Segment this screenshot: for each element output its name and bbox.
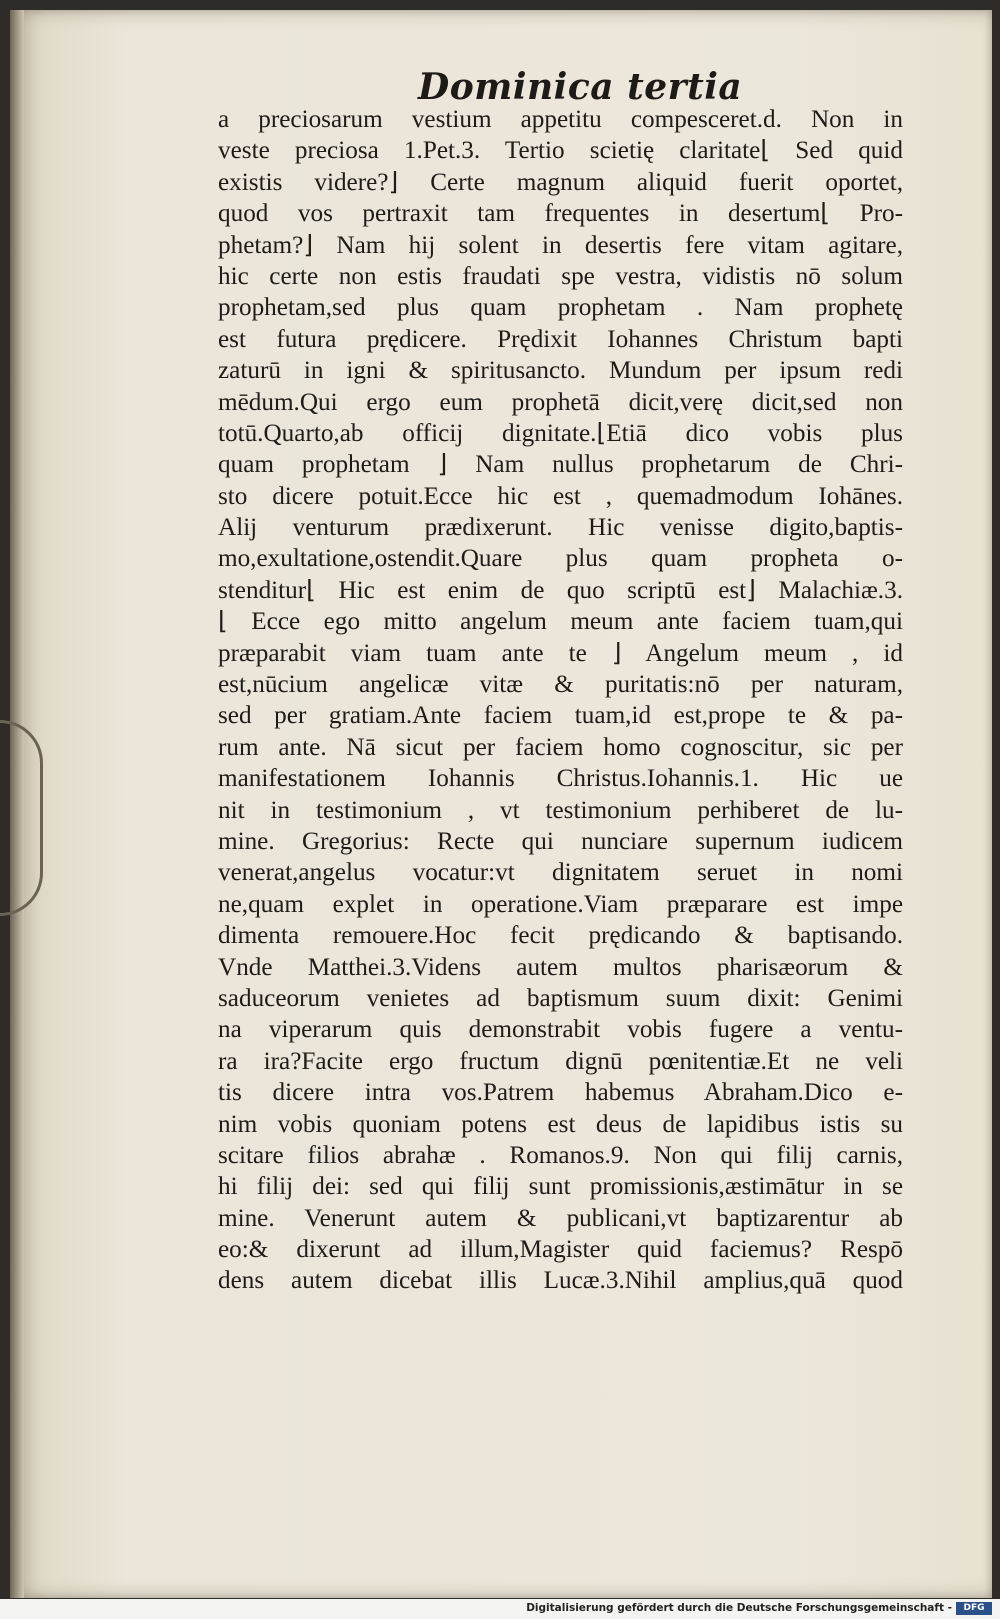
text-line: mēdum.Qui ergo eum prophetā dicit,verę dicit,sed non	[218, 388, 903, 416]
text-line: nim vobis quoniam potens est deus de lapidibus istis su	[218, 1110, 903, 1138]
text-line: phetam?⌋ Nam hij solent in desertis fere vitam agitare,	[218, 231, 903, 259]
text-line: saduceorum venietes ad baptismum suum dixit: Genimi	[218, 984, 903, 1012]
text-line: Alij venturum prædixerunt. Hic venisse digito,baptis-	[218, 514, 903, 542]
text-line: stenditur⌊ Hic est enim de quo scriptū est⌋ Malachiæ.3.	[218, 576, 903, 604]
text-line: hi filij dei: sed qui filij sunt promissionis,æstimātur in se	[218, 1173, 903, 1201]
text-line: venerat,angelus vocatur:vt dignitatem seruet in nomi	[218, 859, 903, 887]
text-line: scitare filios abrahæ . Romanos.9. Non qui filij carnis,	[218, 1141, 903, 1169]
text-line: est,nūcium angelicæ vitæ & puritatis:nō per naturam,	[218, 671, 903, 699]
text-line: totū.Quarto,ab officij dignitate.⌊Etiā dico vobis plus	[218, 419, 903, 447]
text-block	[218, 104, 903, 1297]
text-line: dens autem dicebat illis Lucæ.3.Nihil amplius,quā quod	[218, 1267, 903, 1295]
text-line: ne,quam explet in operatione.Viam præparare est impe	[218, 890, 903, 918]
text-line: dimenta remouere.Hoc fecit prędicando & baptisando.	[218, 922, 903, 950]
text-line: nit in testimonium , vt testimonium perhiberet de lu-	[218, 796, 903, 824]
text-line: præparabit viam tuam ante te ⌋ Angelum meum , id	[218, 639, 903, 667]
text-line: tis dicere intra vos.Patrem habemus Abraham.Dico e-	[218, 1079, 903, 1107]
text-line: Vnde Matthei.3.Videns autem multos pharisæorum &	[218, 953, 903, 981]
text-line: manifestationem Iohannis Christus.Iohannis.1. Hic ue	[218, 765, 903, 793]
text-line: est futura prędicere. Prędixit Iohannes Christum bapti	[218, 325, 903, 353]
text-line: mine. Venerunt autem & publicani,vt baptizarentur ab	[218, 1204, 903, 1232]
footer-credit: Digitalisierung gefördert durch die Deutsche Forschungsgemeinschaft -	[526, 1602, 952, 1614]
text-line: quod vos pertraxit tam frequentes in desertum⌊ Pro-	[218, 200, 903, 228]
running-head: Dominica tertia	[418, 66, 743, 108]
text-line: eo:& dixerunt ad illum,Magister quid faciemus? Respō	[218, 1236, 903, 1264]
text-line: sto dicere potuit.Ecce hic est , quemadmodum Iohānes.	[218, 482, 903, 510]
text-line: na viperarum quis demonstrabit vobis fugere a ventu-	[218, 1016, 903, 1044]
text-line: prophetam,sed plus quam prophetam . Nam prophetę	[218, 294, 903, 322]
dfg-logo: DFG	[956, 1602, 992, 1615]
text-line: mine. Gregorius: Recte qui nunciare supernum iudicem	[218, 827, 903, 855]
text-line: sed per gratiam.Ante faciem tuam,id est,prope te & pa-	[218, 702, 903, 730]
book-clasp	[0, 720, 43, 916]
text-line: ⌊ Ecce ego mitto angelum meum ante faciem tuam,qui	[218, 608, 903, 636]
text-line: existis videre?⌋ Certe magnum aliquid fuerit oportet,	[218, 168, 903, 196]
text-line: a preciosarum vestium appetitu compesceret.d. Non in	[218, 106, 903, 133]
text-line: rum ante. Nā sicut per faciem homo cognoscitur, sic per	[218, 733, 903, 761]
text-line: quam prophetam ⌋ Nam nullus prophetarum de Chri-	[218, 451, 903, 479]
text-line: veste preciosa 1.Pet.3. Tertio scietię claritate⌊ Sed quid	[218, 137, 903, 165]
text-line: zaturū in igni & spiritusancto. Mundum per ipsum redi	[218, 357, 903, 385]
text-line: hic certe non estis fraudati spe vestra, vidistis nō solum	[218, 262, 903, 290]
text-line: mo,exultatione,ostendit.Quare plus quam propheta o-	[218, 545, 903, 573]
text-line: ra ira?Facite ergo fructum dignū pœnitentiæ.Et ne veli	[218, 1047, 903, 1075]
